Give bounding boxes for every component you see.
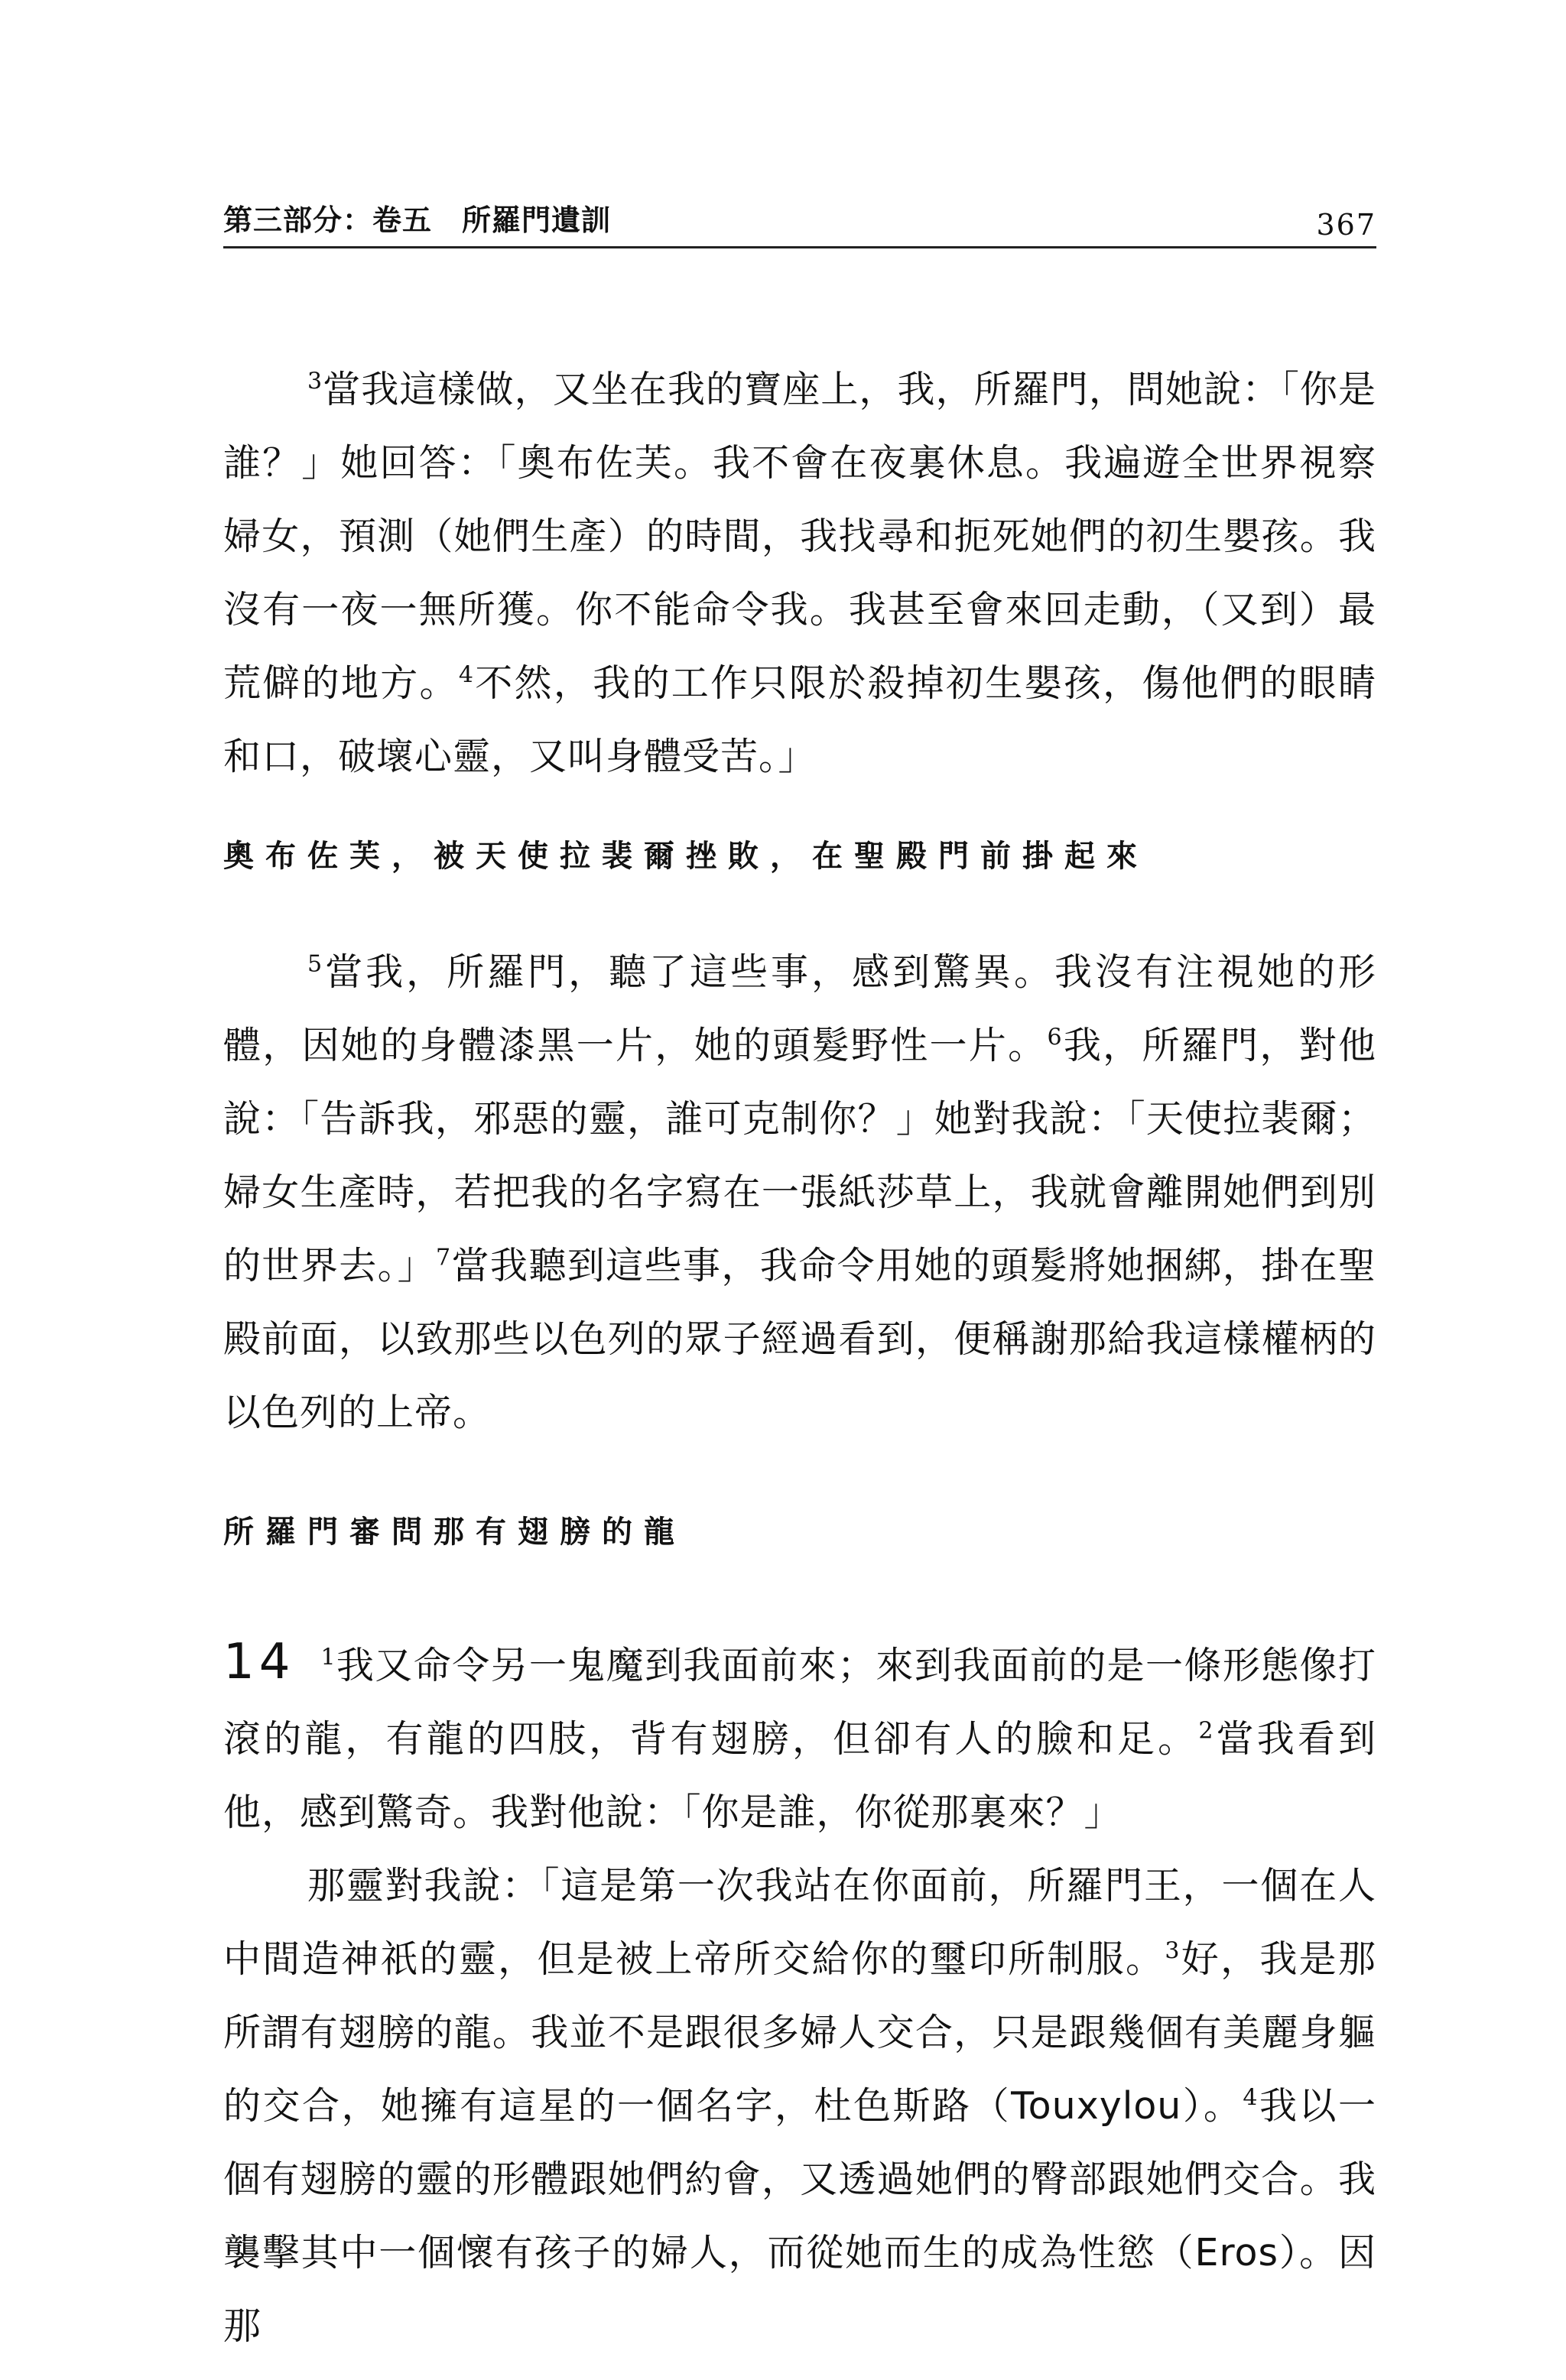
verse-number: 3 xyxy=(307,368,323,395)
verse-text: 當我看到他，感到驚奇。我對他說：「你是誰，你從那裏來？」 xyxy=(223,1717,1376,1834)
verse-number: 4 xyxy=(458,661,474,689)
verse-number: 7 xyxy=(435,1244,452,1271)
page-body xyxy=(223,353,1376,2363)
page-number: 367 xyxy=(1316,208,1376,242)
paragraph-verses-3-4 xyxy=(223,353,1376,794)
chapter-number: 14 xyxy=(223,1634,295,1690)
verse-text: 我又命令另一鬼魔到我面前來；來到我面前的是一條形態像打滾的龍，有龍的四肢，背有翅膀，但卻有人的臉和足。 xyxy=(223,1644,1376,1761)
verse-text: 我，所羅門，對他說：「告訴我，邪惡的靈，誰可克制你？」她對我說：「天使拉裴爾；婦女生產時，若把我的名字寫在一張紙莎草上，我就會離開她們到別的世界去。」 xyxy=(223,1024,1376,1287)
verse-text: 當我這樣做，又坐在我的寶座上，我，所羅門，問她說：「你是誰？」她回答：「奧布佐芙。我不會在夜裏休息。我遍遊全世界視察婦女，預測（她們生產）的時間，我找尋和扼死她們的初生嬰孩。我沒有一夜一無所獲。你不能命令我。我甚至會來回走動，（又到）最荒僻的地方。 xyxy=(223,368,1376,705)
running-header xyxy=(223,200,1376,249)
verse-text: 我以一個有翅膀的靈的形體跟她們約會，又透過她們的臀部跟她們交合。我襲擊其中一個懷有孩子的婦人，而從她而生的成為性慾（Eros）。因那 xyxy=(223,2084,1376,2348)
header-rule xyxy=(223,246,1376,248)
verse-text: 當我，所羅門，聽了這些事，感到驚異。我沒有注視她的形體，因她的身體漆黑一片，她的頭髮野性一片。 xyxy=(223,950,1376,1067)
section-heading: 奧布佐芙，被天使拉裴爾挫敗，在聖殿門前掛起來 xyxy=(223,839,1149,874)
section-heading: 所羅門審問那有翅膀的龍 xyxy=(223,1515,686,1550)
verse-text: 不然，我的工作只限於殺掉初生嬰孩，傷他們的眼睛和口，破壞心靈，又叫身體受苦。」 xyxy=(223,661,1376,778)
running-header-title: 第三部分：卷五 所羅門遺訓 xyxy=(223,203,612,237)
verse-text: 好，我是那所謂有翅膀的龍。我並不是跟很多婦人交合，只是跟幾個有美麗身軀的交合，她擁有這星的一個名字，杜色斯路（Touxylou）。 xyxy=(223,1937,1376,2128)
verse-number: 2 xyxy=(1198,1717,1214,1745)
paragraph-verses-5-7 xyxy=(223,936,1376,1450)
verse-text: 當我聽到這些事，我命令用她的頭髮將她捆綁，掛在聖殿前面，以致那些以色列的眾子經過看到，便稱謝那給我這樣權柄的以色列的上帝。 xyxy=(223,1244,1376,1434)
paragraph-verses-2-4 xyxy=(223,1849,1376,2363)
verse-number: 1 xyxy=(320,1644,336,1671)
verse-number: 4 xyxy=(1243,2084,1259,2112)
verse-text: 那靈對我說：「這是第一次我站在你面前，所羅門王，一個在人中間造神祇的靈，但是被上帝所交給你的璽印所制服。 xyxy=(223,1864,1376,1981)
paragraph-chapter-14 xyxy=(223,1625,1376,1849)
verse-number: 6 xyxy=(1047,1024,1063,1051)
verse-number: 3 xyxy=(1165,1937,1181,1965)
verse-number: 5 xyxy=(307,950,323,978)
